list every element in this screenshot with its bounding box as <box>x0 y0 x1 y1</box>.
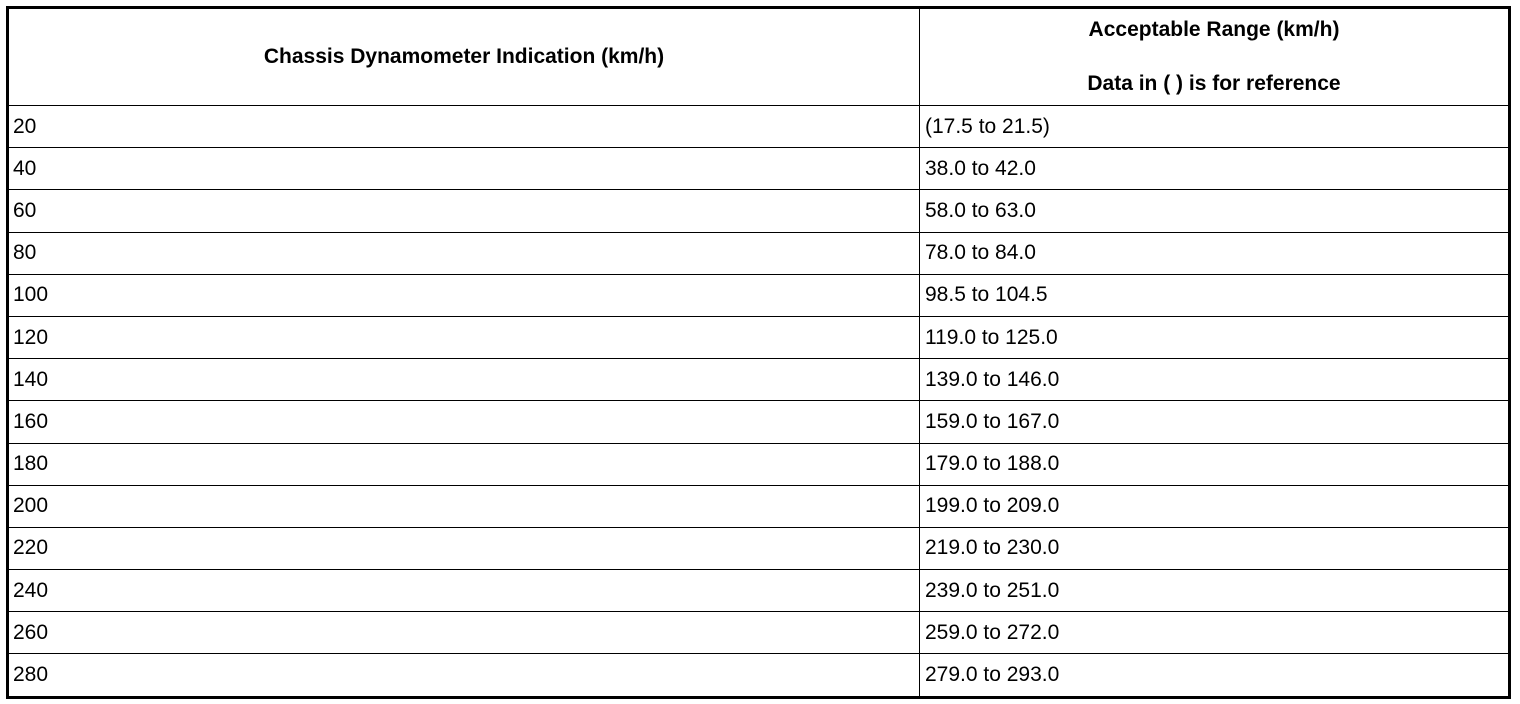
table-row <box>8 106 1510 148</box>
header-range-note: Data in ( ) is for reference <box>1087 72 1341 95</box>
cell-range: 98.5 to 104.5 <box>920 274 1510 316</box>
table-row <box>8 570 1510 612</box>
cell-indication: 280 <box>8 654 920 697</box>
header-indication: Chassis Dynamometer Indication (km/h) <box>8 8 920 106</box>
table-header <box>8 8 1510 106</box>
cell-range: 219.0 to 230.0 <box>920 527 1510 569</box>
header-row <box>8 8 1510 106</box>
table-row <box>8 232 1510 274</box>
cell-indication: 140 <box>8 359 920 401</box>
table-row <box>8 654 1510 697</box>
table-row <box>8 485 1510 527</box>
cell-indication: 60 <box>8 190 920 232</box>
cell-indication: 180 <box>8 443 920 485</box>
cell-range: 119.0 to 125.0 <box>920 316 1510 358</box>
cell-indication: 240 <box>8 570 920 612</box>
table-row <box>8 359 1510 401</box>
speedometer-spec-table <box>6 6 1511 699</box>
cell-range: 78.0 to 84.0 <box>920 232 1510 274</box>
cell-range: 38.0 to 42.0 <box>920 148 1510 190</box>
cell-indication: 160 <box>8 401 920 443</box>
cell-range: (17.5 to 21.5) <box>920 106 1510 148</box>
table-row <box>8 274 1510 316</box>
cell-indication: 200 <box>8 485 920 527</box>
table-row <box>8 401 1510 443</box>
table-body <box>8 106 1510 698</box>
cell-range: 58.0 to 63.0 <box>920 190 1510 232</box>
table-row <box>8 443 1510 485</box>
cell-indication: 20 <box>8 106 920 148</box>
header-range-title: Acceptable Range (km/h) <box>1088 18 1340 41</box>
table-row <box>8 190 1510 232</box>
cell-indication: 100 <box>8 274 920 316</box>
cell-range: 159.0 to 167.0 <box>920 401 1510 443</box>
header-range <box>920 8 1510 106</box>
cell-indication: 220 <box>8 527 920 569</box>
table-row <box>8 316 1510 358</box>
cell-indication: 40 <box>8 148 920 190</box>
cell-range: 139.0 to 146.0 <box>920 359 1510 401</box>
cell-indication: 260 <box>8 612 920 654</box>
table-row <box>8 612 1510 654</box>
cell-range: 239.0 to 251.0 <box>920 570 1510 612</box>
cell-indication: 80 <box>8 232 920 274</box>
cell-indication: 120 <box>8 316 920 358</box>
cell-range: 179.0 to 188.0 <box>920 443 1510 485</box>
table-row <box>8 527 1510 569</box>
cell-range: 199.0 to 209.0 <box>920 485 1510 527</box>
table-row <box>8 148 1510 190</box>
cell-range: 279.0 to 293.0 <box>920 654 1510 697</box>
cell-range: 259.0 to 272.0 <box>920 612 1510 654</box>
